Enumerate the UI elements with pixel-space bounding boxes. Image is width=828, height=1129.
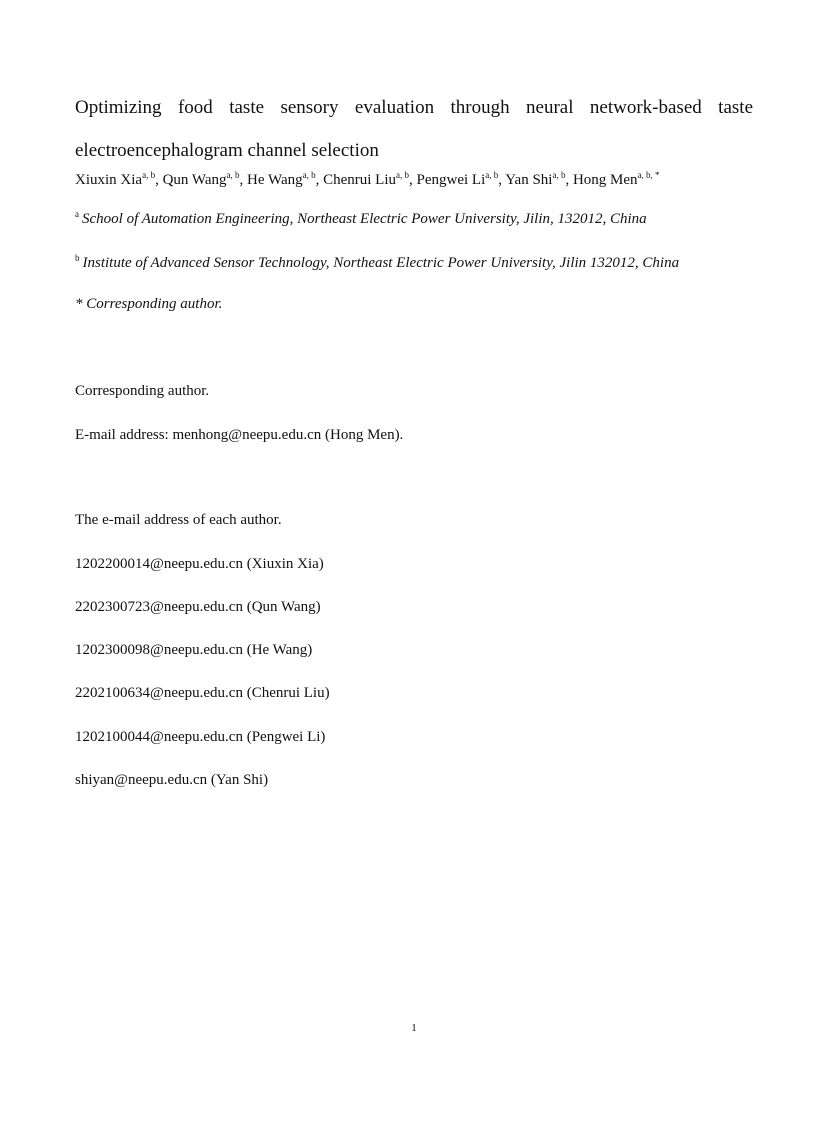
corresponding-label: Corresponding author. (75, 383, 210, 399)
email-entry: 1202200014@neepu.edu.cn (Xiuxin Xia) (75, 556, 324, 572)
email-entry: 1202100044@neepu.edu.cn (Pengwei Li) (75, 729, 326, 745)
author-affiliation-mark: a, b (302, 170, 316, 180)
author-name: He Wang (247, 172, 303, 188)
email-entry: shiyan@neepu.edu.cn (Yan Shi) (75, 772, 269, 788)
corresponding-note: * Corresponding author. (75, 296, 223, 312)
affiliation-text: School of Automation Engineering, Northeast Electric Power University, Jilin, 132012, China (82, 211, 647, 227)
author-name: Qun Wang (162, 172, 227, 188)
author-name: Chenrui Liu (323, 172, 397, 188)
author-name: Pengwei Li (416, 172, 486, 188)
author-affiliation-mark: a, b (552, 170, 566, 180)
email-entry: 1202300098@neepu.edu.cn (He Wang) (75, 642, 313, 658)
corresponding-email: E-mail address: menhong@neepu.edu.cn (Hong Men). (75, 427, 404, 443)
author-name: Hong Men (572, 172, 638, 188)
affiliation-b (75, 253, 679, 272)
page-number: 1 (411, 1022, 417, 1034)
affiliation-mark: a (75, 209, 79, 219)
author-affiliation-mark: a, b (485, 170, 499, 180)
author-affiliation-mark: a, b (396, 170, 410, 180)
author-affiliation-mark: a, b (226, 170, 240, 180)
email-entry: 2202300723@neepu.edu.cn (Qun Wang) (75, 599, 321, 615)
paper-title: Optimizing food taste sensory evaluation through neural network-based taste electroencephalogram channel selection (75, 97, 753, 161)
author-affiliation-mark: a, b (142, 170, 156, 180)
author-name: Xiuxin Xia (75, 172, 143, 188)
email-entry: 2202100634@neepu.edu.cn (Chenrui Liu) (75, 685, 330, 701)
affiliation-mark: b (75, 253, 80, 263)
affiliation-a (75, 209, 647, 228)
author-name: Yan Shi (505, 172, 553, 188)
affiliation-text: Institute of Advanced Sensor Technology, Northeast Electric Power University, Jilin 132012, China (82, 255, 680, 271)
author-affiliation-mark: a, b, * (637, 170, 660, 180)
author-list: Xiuxin Xia$^{a, b}$, Qun Wang$^{a, b}$, He Wang$^{a, b}$, Chenrui Liu$^{a, b}$, Pengwei Li$^{a, b}$, Yan Shi$^{a, b}$, Hong Men$^{a, b, *}$ (75, 170, 660, 188)
emails-heading: The e-mail address of each author. (75, 512, 282, 528)
